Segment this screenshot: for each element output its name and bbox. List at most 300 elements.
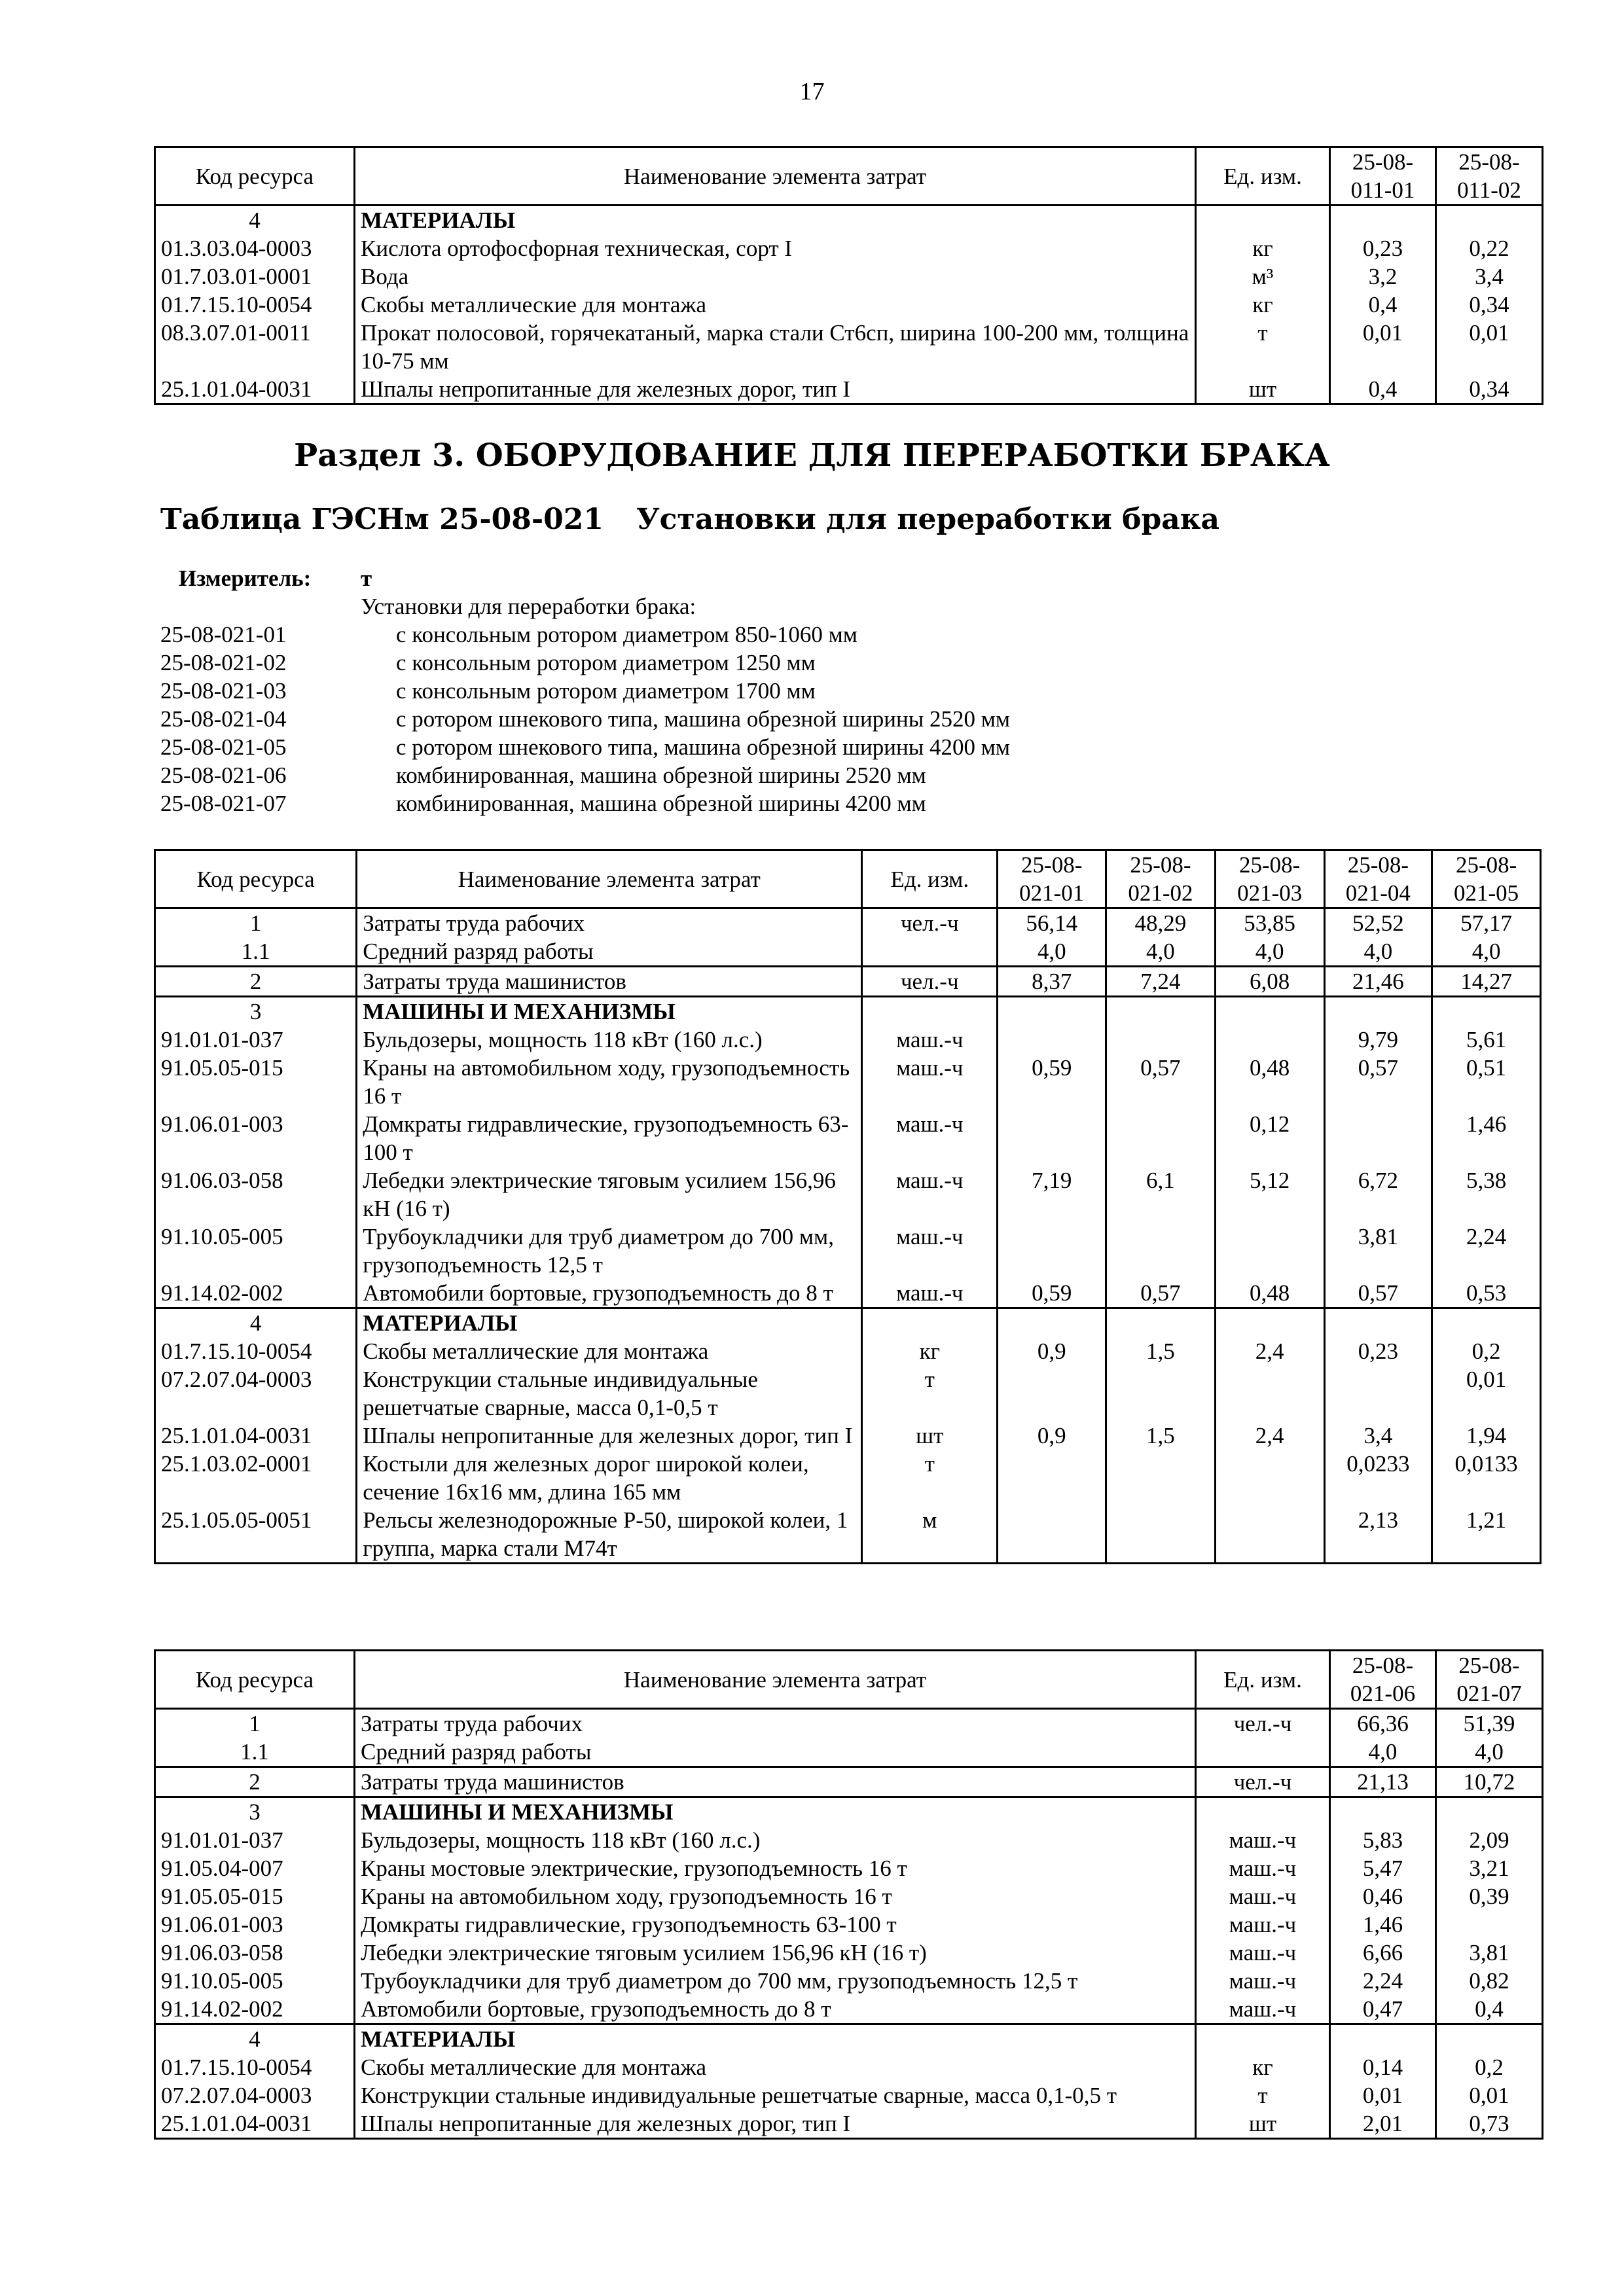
table-title-name: Установки для переработки брака — [636, 503, 1220, 536]
norm-value: 4,0 — [1324, 937, 1432, 967]
norm-value: 2,01 — [1330, 2109, 1436, 2139]
norm-value: 6,1 — [1106, 1166, 1216, 1223]
norm-value: 21,13 — [1330, 1767, 1436, 1797]
norm-value: 0,46 — [1330, 1882, 1436, 1910]
table-row — [155, 937, 1541, 967]
measure-item — [160, 620, 857, 649]
header-norm-code — [1215, 850, 1324, 908]
resource-code: 25.1.05.05-0051 — [155, 1506, 357, 1564]
norm-value — [1106, 1308, 1216, 1338]
norm-value: 5,83 — [1330, 1826, 1436, 1854]
header-norm-code-line1: 25-08- — [1238, 852, 1301, 878]
measure-item — [160, 761, 926, 789]
table-row — [155, 1738, 1543, 1767]
header-norm-code-line1: 25-08- — [1458, 149, 1520, 175]
norm-value: 2,13 — [1324, 1506, 1432, 1564]
norm-value — [1215, 1450, 1324, 1506]
norm-value: 0,4 — [1330, 291, 1436, 319]
unit-of-measure: м³ — [1196, 262, 1330, 291]
norm-value — [1330, 206, 1436, 235]
table-row — [155, 291, 1543, 319]
norm-value: 10,72 — [1436, 1767, 1543, 1797]
norm-value: 0,0233 — [1324, 1450, 1432, 1506]
norm-value — [1106, 997, 1216, 1026]
cost-element-name: Затраты труда машинистов — [357, 967, 862, 997]
norm-value: 6,08 — [1215, 967, 1324, 997]
table-row — [155, 1767, 1543, 1797]
header-name: Наименование элемента затрат — [355, 1651, 1196, 1709]
norm-value: 1,94 — [1432, 1422, 1541, 1450]
norm-value — [1436, 206, 1543, 235]
header-norm-code-line1: 25-08- — [1352, 149, 1414, 175]
resource-code: 2 — [155, 1767, 355, 1797]
unit-of-measure: кг — [1196, 2053, 1330, 2081]
table-row — [155, 1422, 1541, 1450]
measure-item-code: 25-08-021-05 — [160, 734, 287, 760]
resource-code: 91.14.02-002 — [155, 1279, 357, 1308]
norm-value: 4,0 — [998, 937, 1106, 967]
norm-value: 4,0 — [1432, 937, 1541, 967]
norm-value — [998, 1365, 1106, 1422]
resource-code: 07.2.07.04-0003 — [155, 2081, 355, 2109]
norm-value: 53,85 — [1215, 908, 1324, 938]
header-code: Код ресурса — [155, 850, 357, 908]
norm-value: 48,29 — [1106, 908, 1216, 938]
cost-element-name: Средний разряд работы — [355, 1738, 1196, 1767]
table-row — [155, 1026, 1541, 1054]
norm-value: 14,27 — [1432, 967, 1541, 997]
measure-intro: Установки для переработки брака: — [361, 594, 696, 619]
norm-value: 3,4 — [1324, 1422, 1432, 1450]
table-row — [155, 2024, 1543, 2054]
resource-code: 91.06.03-058 — [155, 1939, 355, 1967]
header-norm-code-line2: 021-06 — [1350, 1681, 1416, 1706]
cost-element-name: Шпалы непропитанные для железных дорог, тип I — [357, 1422, 862, 1450]
cost-element-name: Рельсы железнодорожные Р-50, широкой колеи, 1 группа, марка стали М74т — [357, 1506, 862, 1564]
unit-of-measure: маш.-ч — [1196, 1826, 1330, 1854]
resource-code: 1 — [155, 1709, 355, 1738]
header-norm-code — [998, 850, 1106, 908]
norm-value — [1215, 1223, 1324, 1279]
norm-value: 0,01 — [1436, 319, 1543, 375]
norm-value — [1106, 1365, 1216, 1422]
resource-code: 91.01.01-037 — [155, 1026, 357, 1054]
table-row — [155, 1882, 1543, 1910]
resource-code: 91.06.03-058 — [155, 1166, 357, 1223]
norm-value: 3,4 — [1436, 262, 1543, 291]
norm-value: 0,48 — [1215, 1054, 1324, 1110]
header-norm-code — [1330, 1651, 1436, 1709]
norm-value: 0,82 — [1436, 1967, 1543, 1995]
unit-of-measure: т — [1196, 2081, 1330, 2109]
resource-code: 91.06.01-003 — [155, 1110, 357, 1166]
norm-value: 0,12 — [1215, 1110, 1324, 1166]
table-row — [155, 1939, 1543, 1967]
measure-item-code: 25-08-021-07 — [160, 791, 287, 816]
norm-value: 52,52 — [1324, 908, 1432, 938]
unit-of-measure: кг — [1196, 234, 1330, 262]
header-unit: Ед. изм. — [1196, 1651, 1330, 1709]
header-norm-code-line2: 021-04 — [1345, 880, 1411, 906]
table-row — [155, 908, 1541, 938]
norm-value: 0,47 — [1330, 1995, 1436, 2024]
table-row — [155, 1054, 1541, 1110]
norm-value: 0,0133 — [1432, 1450, 1541, 1506]
norm-value: 5,47 — [1330, 1854, 1436, 1882]
resource-code: 91.05.04-007 — [155, 1854, 355, 1882]
unit-of-measure: чел.-ч — [862, 967, 998, 997]
resource-code: 91.01.01-037 — [155, 1826, 355, 1854]
norm-value: 0,01 — [1330, 2081, 1436, 2109]
table-row — [155, 1826, 1543, 1854]
header-norm-code — [1324, 850, 1432, 908]
cost-element-name: Лебедки электрические тяговым усилием 156,96 кН (16 т) — [357, 1166, 862, 1223]
norm-value: 0,57 — [1106, 1279, 1216, 1308]
cost-element-name: Затраты труда рабочих — [355, 1709, 1196, 1738]
cost-element-name: Вода — [355, 262, 1196, 291]
cost-element-name: Домкраты гидравлические, грузоподъемность 63-100 т — [357, 1110, 862, 1166]
table-row — [155, 206, 1543, 235]
resource-code: 01.7.15.10-0054 — [155, 291, 355, 319]
norm-value: 0,23 — [1330, 234, 1436, 262]
norm-value — [1215, 1308, 1324, 1338]
table-row — [155, 1279, 1541, 1308]
header-norm-code-line2: 011-01 — [1350, 177, 1415, 203]
table-row — [155, 1854, 1543, 1882]
page-number: 17 — [799, 78, 825, 105]
cost-element-name: МАТЕРИАЛЫ — [355, 2024, 1196, 2054]
resource-code: 25.1.03.02-0001 — [155, 1450, 357, 1506]
unit-of-measure: кг — [862, 1337, 998, 1365]
cost-table-021-01-05 — [154, 849, 1542, 1564]
norm-value: 2,4 — [1215, 1337, 1324, 1365]
cost-element-name: Скобы металлические для монтажа — [355, 291, 1196, 319]
resource-code: 1.1 — [155, 937, 357, 967]
resource-code: 91.10.05-005 — [155, 1223, 357, 1279]
unit-of-measure: шт — [862, 1422, 998, 1450]
measure-item — [160, 677, 816, 705]
header-code: Код ресурса — [155, 147, 355, 206]
norm-value: 0,9 — [998, 1422, 1106, 1450]
norm-value: 3,81 — [1436, 1939, 1543, 1967]
unit-of-measure: т — [862, 1365, 998, 1422]
norm-value: 2,24 — [1330, 1967, 1436, 1995]
norm-value — [998, 1308, 1106, 1338]
measure-item-text: комбинированная, машина обрезной ширины 4200 мм — [396, 791, 926, 816]
norm-value — [998, 997, 1106, 1026]
cost-element-name: Прокат полосовой, горячекатаный, марка стали Ст6сп, ширина 100-200 мм, толщина 10-75 мм — [355, 319, 1196, 375]
cost-element-name: Трубоукладчики для труб диаметром до 700 мм, грузоподъемность 12,5 т — [355, 1967, 1196, 1995]
norm-value: 0,57 — [1324, 1279, 1432, 1308]
norm-value — [1330, 2024, 1436, 2054]
header-norm-code-line1: 25-08- — [1455, 852, 1517, 878]
unit-of-measure: маш.-ч — [862, 1279, 998, 1308]
resource-code: 2 — [155, 967, 357, 997]
norm-value: 0,22 — [1436, 234, 1543, 262]
cost-element-name: МАШИНЫ И МЕХАНИЗМЫ — [355, 1797, 1196, 1827]
norm-value: 56,14 — [998, 908, 1106, 938]
resource-code: 25.1.01.04-0031 — [155, 2109, 355, 2139]
cost-element-name: Бульдозеры, мощность 118 кВт (160 л.с.) — [357, 1026, 862, 1054]
norm-value: 0,51 — [1432, 1054, 1541, 1110]
resource-code: 01.7.15.10-0054 — [155, 1337, 357, 1365]
norm-value: 1,5 — [1106, 1337, 1216, 1365]
norm-value: 0,34 — [1436, 291, 1543, 319]
cost-element-name: Скобы металлические для монтажа — [355, 2053, 1196, 2081]
norm-value: 0,4 — [1330, 375, 1436, 404]
norm-value — [1106, 1110, 1216, 1166]
header-norm-code — [1330, 147, 1436, 206]
measure-item-code: 25-08-021-01 — [160, 622, 287, 647]
header-norm-code-line1: 25-08- — [1347, 852, 1409, 878]
norm-value: 5,38 — [1432, 1166, 1541, 1223]
cost-element-name: Трубоукладчики для труб диаметром до 700 мм, грузоподъемность 12,5 т — [357, 1223, 862, 1279]
cost-element-name: Затраты труда машинистов — [355, 1767, 1196, 1797]
norm-value: 7,19 — [998, 1166, 1106, 1223]
norm-value: 4,0 — [1106, 937, 1216, 967]
table-title-code: Таблица ГЭСНм 25-08-021 — [160, 503, 604, 536]
resource-code: 91.05.05-015 — [155, 1882, 355, 1910]
resource-code: 91.05.05-015 — [155, 1054, 357, 1110]
norm-value: 1,5 — [1106, 1422, 1216, 1450]
measure-item — [160, 789, 926, 817]
table-row — [155, 319, 1543, 375]
norm-value — [1106, 1450, 1216, 1506]
norm-value: 0,34 — [1436, 375, 1543, 404]
norm-value: 0,01 — [1436, 2081, 1543, 2109]
norm-value: 3,2 — [1330, 262, 1436, 291]
cost-element-name: Краны на автомобильном ходу, грузоподъемность 16 т — [357, 1054, 862, 1110]
norm-value: 0,23 — [1324, 1337, 1432, 1365]
norm-value: 0,2 — [1432, 1337, 1541, 1365]
norm-value: 0,53 — [1432, 1279, 1541, 1308]
measure-item-text: с ротором шнекового типа, машина обрезной ширины 4200 мм — [396, 734, 1011, 760]
unit-of-measure: т — [862, 1450, 998, 1506]
norm-value: 9,79 — [1324, 1026, 1432, 1054]
measure-item — [160, 705, 1010, 733]
resource-code: 07.2.07.04-0003 — [155, 1365, 357, 1422]
resource-code: 3 — [155, 997, 357, 1026]
cost-element-name: Автомобили бортовые, грузоподъемность до 8 т — [357, 1279, 862, 1308]
cost-element-name: МАТЕРИАЛЫ — [357, 1308, 862, 1338]
norm-value — [998, 1026, 1106, 1054]
cost-element-name: Краны на автомобильном ходу, грузоподъемность 16 т — [355, 1882, 1196, 1910]
resource-code: 1.1 — [155, 1738, 355, 1767]
norm-value: 0,01 — [1330, 319, 1436, 375]
header-norm-code — [1432, 850, 1541, 908]
table-header-row — [155, 1651, 1543, 1709]
cost-element-name: Краны мостовые электрические, грузоподъемность 16 т — [355, 1854, 1196, 1882]
norm-value: 0,59 — [998, 1279, 1106, 1308]
resource-code: 25.1.01.04-0031 — [155, 375, 355, 404]
norm-value: 2,09 — [1436, 1826, 1543, 1854]
norm-value: 0,73 — [1436, 2109, 1543, 2139]
table-row — [155, 1967, 1543, 1995]
norm-value — [1106, 1026, 1216, 1054]
unit-of-measure: кг — [1196, 291, 1330, 319]
cost-element-name: Затраты труда рабочих — [357, 908, 862, 938]
table-row — [155, 262, 1543, 291]
table-row — [155, 2081, 1543, 2109]
header-norm-code-line2: 021-02 — [1128, 880, 1193, 906]
header-norm-code-line2: 021-07 — [1456, 1681, 1522, 1706]
norm-value: 3,21 — [1436, 1854, 1543, 1882]
resource-code: 91.10.05-005 — [155, 1967, 355, 1995]
table-row — [155, 1506, 1541, 1564]
norm-value — [1324, 997, 1432, 1026]
resource-code: 4 — [155, 206, 355, 235]
unit-of-measure — [862, 1308, 998, 1338]
norm-value — [1324, 1308, 1432, 1338]
norm-value: 0,57 — [1324, 1054, 1432, 1110]
measure-item-text: с консольным ротором диаметром 850-1060 мм — [396, 622, 857, 647]
table-row — [155, 1365, 1541, 1422]
norm-value — [1330, 1797, 1436, 1827]
resource-code: 01.7.03.01-0001 — [155, 262, 355, 291]
unit-of-measure: т — [1196, 319, 1330, 375]
norm-value — [1324, 1110, 1432, 1166]
norm-value: 21,46 — [1324, 967, 1432, 997]
unit-of-measure — [1196, 2024, 1330, 2054]
unit-of-measure: шт — [1196, 375, 1330, 404]
cost-element-name: Костыли для железных дорог широкой колеи, сечение 16х16 мм, длина 165 мм — [357, 1450, 862, 1506]
norm-value — [1436, 1910, 1543, 1939]
norm-value: 6,66 — [1330, 1939, 1436, 1967]
norm-value — [998, 1450, 1106, 1506]
measure-item-code: 25-08-021-02 — [160, 650, 287, 675]
header-unit: Ед. изм. — [1196, 147, 1330, 206]
unit-of-measure: маш.-ч — [862, 1166, 998, 1223]
header-norm-code — [1106, 850, 1216, 908]
header-norm-code — [1436, 147, 1543, 206]
header-name: Наименование элемента затрат — [355, 147, 1196, 206]
header-code: Код ресурса — [155, 1651, 355, 1709]
unit-of-measure: маш.-ч — [1196, 1967, 1330, 1995]
header-norm-code-line1: 25-08- — [1130, 852, 1191, 878]
measure-item-code: 25-08-021-03 — [160, 678, 287, 704]
cost-element-name: Домкраты гидравлические, грузоподъемность 63-100 т — [355, 1910, 1196, 1939]
table-row — [155, 1110, 1541, 1166]
norm-value — [998, 1223, 1106, 1279]
measure-item — [160, 733, 1010, 761]
unit-of-measure: маш.-ч — [862, 1223, 998, 1279]
measure-item-code: 25-08-021-04 — [160, 706, 287, 732]
norm-value: 1,46 — [1432, 1110, 1541, 1166]
resource-code: 1 — [155, 908, 357, 938]
cost-element-name: Автомобили бортовые, грузоподъемность до 8 т — [355, 1995, 1196, 2024]
norm-value — [1436, 1797, 1543, 1827]
resource-code: 01.7.15.10-0054 — [155, 2053, 355, 2081]
norm-value: 1,46 — [1330, 1910, 1436, 1939]
norm-value: 0,39 — [1436, 1882, 1543, 1910]
norm-value — [1215, 997, 1324, 1026]
norm-value: 2,4 — [1215, 1422, 1324, 1450]
unit-of-measure: маш.-ч — [1196, 1910, 1330, 1939]
norm-value — [1106, 1506, 1216, 1564]
unit-of-measure: чел.-ч — [1196, 1709, 1330, 1738]
norm-value: 0,14 — [1330, 2053, 1436, 2081]
table-header-row — [155, 147, 1543, 206]
norm-value: 0,57 — [1106, 1054, 1216, 1110]
norm-value — [1324, 1365, 1432, 1422]
norm-value: 4,0 — [1330, 1738, 1436, 1767]
cost-table-011 — [154, 146, 1543, 405]
unit-of-measure: маш.-ч — [1196, 1995, 1330, 2024]
table-row — [155, 2053, 1543, 2081]
header-unit: Ед. изм. — [862, 850, 998, 908]
unit-of-measure: маш.-ч — [1196, 1854, 1330, 1882]
norm-value — [1215, 1026, 1324, 1054]
measure-item-text: с ротором шнекового типа, машина обрезной ширины 2520 мм — [396, 706, 1011, 732]
unit-of-measure: маш.-ч — [1196, 1882, 1330, 1910]
cost-element-name: МАШИНЫ И МЕХАНИЗМЫ — [357, 997, 862, 1026]
norm-value: 0,4 — [1436, 1995, 1543, 2024]
header-norm-code-line1: 25-08- — [1021, 852, 1083, 878]
table-row — [155, 967, 1541, 997]
norm-value: 7,24 — [1106, 967, 1216, 997]
unit-of-measure: маш.-ч — [1196, 1939, 1330, 1967]
norm-value: 8,37 — [998, 967, 1106, 997]
norm-value: 0,59 — [998, 1054, 1106, 1110]
measure-item-text: с консольным ротором диаметром 1700 мм — [396, 678, 816, 704]
table-row — [155, 1223, 1541, 1279]
resource-code: 4 — [155, 1308, 357, 1338]
table-title — [160, 503, 1219, 536]
norm-value: 1,21 — [1432, 1506, 1541, 1564]
section-title: Раздел 3. ОБОРУДОВАНИЕ ДЛЯ ПЕРЕРАБОТКИ БРАКА — [294, 437, 1330, 474]
table-row — [155, 1910, 1543, 1939]
header-norm-code-line1: 25-08- — [1352, 1653, 1414, 1678]
norm-value: 0,9 — [998, 1337, 1106, 1365]
table-row — [155, 1709, 1543, 1738]
resource-code: 4 — [155, 2024, 355, 2054]
norm-value — [1432, 997, 1541, 1026]
norm-value: 51,39 — [1436, 1709, 1543, 1738]
table-header-row — [155, 850, 1541, 908]
cost-element-name: Кислота ортофосфорная техническая, сорт I — [355, 234, 1196, 262]
cost-element-name: Шпалы непропитанные для железных дорог, тип I — [355, 2109, 1196, 2139]
header-name: Наименование элемента затрат — [357, 850, 862, 908]
unit-of-measure: чел.-ч — [862, 908, 998, 938]
header-norm-code-line1: 25-08- — [1458, 1653, 1520, 1678]
measure-item-text: комбинированная, машина обрезной ширины 2520 мм — [396, 762, 926, 788]
norm-value: 0,2 — [1436, 2053, 1543, 2081]
norm-value: 5,12 — [1215, 1166, 1324, 1223]
norm-value: 66,36 — [1330, 1709, 1436, 1738]
resource-code: 25.1.01.04-0031 — [155, 1422, 357, 1450]
cost-element-name: Средний разряд работы — [357, 937, 862, 967]
norm-value: 3,81 — [1324, 1223, 1432, 1279]
measure-label: Измеритель: — [179, 565, 312, 591]
cost-element-name: Лебедки электрические тяговым усилием 156,96 кН (16 т) — [355, 1939, 1196, 1967]
norm-value: 5,61 — [1432, 1026, 1541, 1054]
cost-element-name: Шпалы непропитанные для железных дорог, тип I — [355, 375, 1196, 404]
norm-value: 4,0 — [1436, 1738, 1543, 1767]
measure-value: т — [361, 565, 372, 591]
header-norm-code-line2: 011-02 — [1457, 177, 1521, 203]
norm-value — [998, 1506, 1106, 1564]
table-row — [155, 1308, 1541, 1338]
resource-code: 91.14.02-002 — [155, 1995, 355, 2024]
table-row — [155, 375, 1543, 404]
header-norm-code-line2: 021-05 — [1454, 880, 1519, 906]
norm-value — [1215, 1365, 1324, 1422]
unit-of-measure — [1196, 206, 1330, 235]
unit-of-measure: маш.-ч — [862, 1054, 998, 1110]
unit-of-measure — [862, 937, 998, 967]
cost-table-021-06-07 — [154, 1649, 1543, 2140]
unit-of-measure — [1196, 1738, 1330, 1767]
